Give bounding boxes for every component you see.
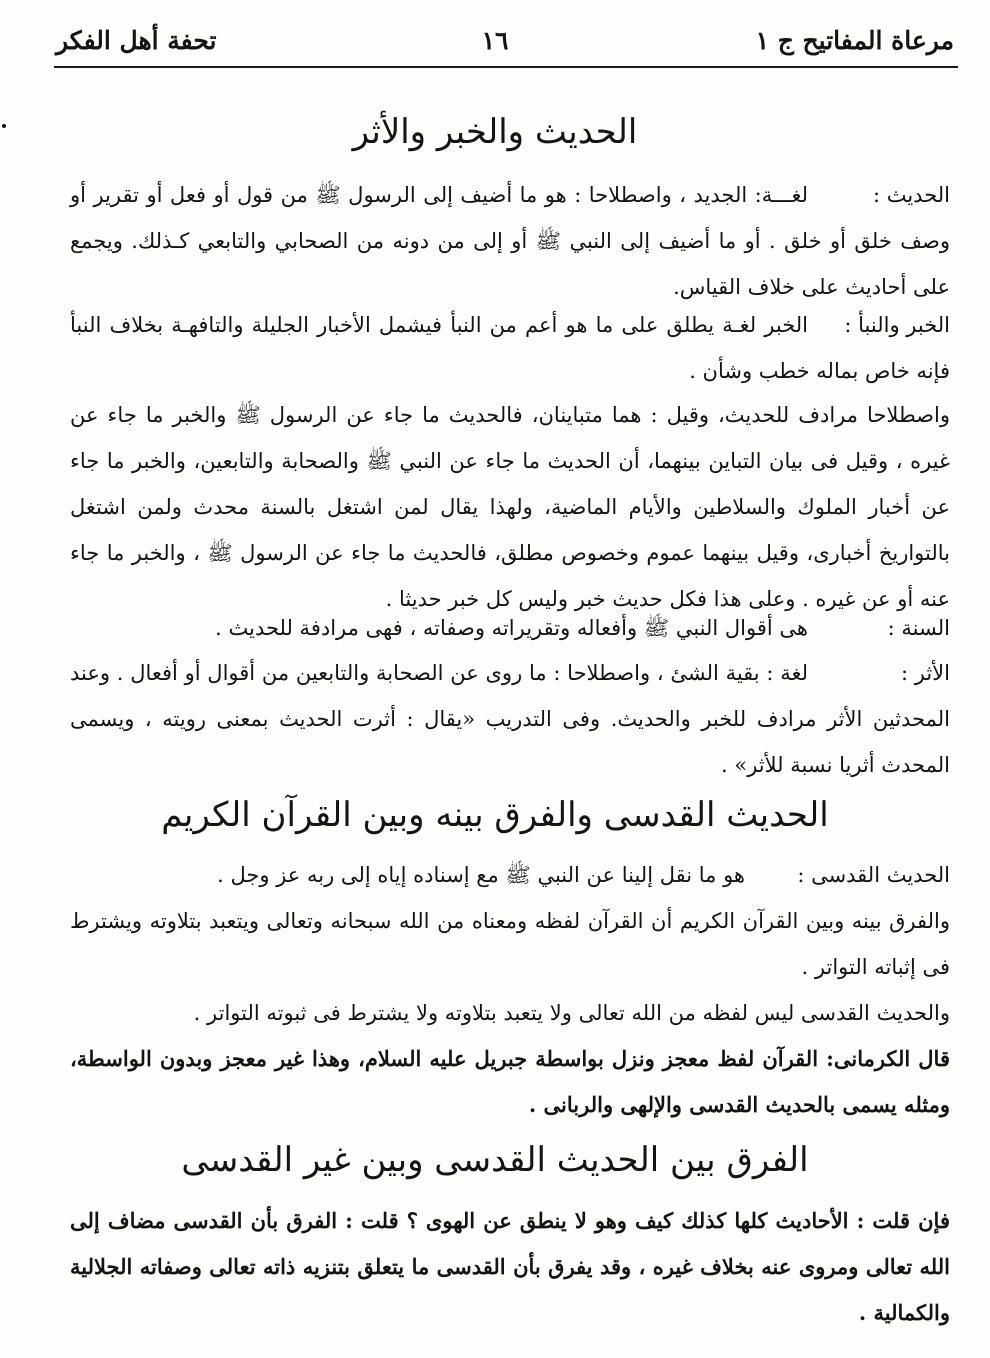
paragraph-text: قال الكرمانى: القرآن لفظ معجز ونزل بواسطة جبريل عليه السلام، وهذا غير معجز وبدون الواسطة، ومثله يسمى بالحديث القدسى والإلهى والربانى . — [70, 1046, 950, 1117]
paragraph-kirmani-quote — [70, 1036, 950, 1130]
section-heading-hadith-khabar-athar: الحديث والخبر والأثر — [352, 112, 638, 152]
paragraph-qudsi-vs-quran — [70, 898, 950, 992]
paragraph-text: والفرق بينه وبين القرآن الكريم أن القرآن لفظه ومعناه من الله سبحانه وتعالى ويتعبد بتلاوته ويشترط فى إثباته التواتر . — [70, 909, 950, 979]
entry-definition: لغـــة: الجديد ، واصطلاحا : هو ما أضيف إلى الرسول ﷺ من قول أو فعل أو تقرير أو وصف خلق أو خلق . أو ما أضيف إلى النبي ﷺ أو إلى من دونه من الصحابي والتابعي كـذلك. ويجمع على أحاديث على خلاف القياس. — [70, 183, 950, 299]
entry-term: الحديث القدسى : — [797, 863, 950, 887]
paragraph-khabar-istilah — [70, 392, 950, 612]
page-number: ١٦ — [481, 26, 509, 55]
running-title: مرعاة المفاتيح ج ١ — [755, 26, 954, 55]
entry-hadith-qudsi — [70, 852, 950, 900]
entry-khabar-naba — [70, 302, 950, 394]
paragraph-text: والحديث القدسى ليس لفظه من الله تعالى ولا يتعبد بتلاوته ولا يشترط فى ثبوته التواتر . — [193, 1001, 950, 1025]
entry-term: السنة : — [887, 616, 950, 640]
paragraph-qudsi-difference — [70, 1198, 950, 1338]
section-heading-qudsi-vs-non-qudsi: الفرق بين الحديث القدسى وبين غير القدسى — [181, 1140, 809, 1180]
section-heading-hadith-qudsi: الحديث القدسى والفرق بينه وبين القرآن الكريم — [161, 795, 829, 835]
entry-definition: لغة : بقية الشئ ، واصطلاحا : ما روى عن الصحابة والتابعين من أقوال أو أفعال . وعند المحدثين الأثر مرادف للخبر والحديث. وفى التدريب «يقال : أثرت الحديث بمعنى رويته ، ويسمى المحدث أثريا نسبة للأثر» . — [70, 661, 950, 777]
header-rule — [54, 66, 958, 68]
paragraph-text: واصطلاحا مرادف للحديث، وقيل : هما متباينان، فالحديث ما جاء عن الرسول ﷺ والخبر ما جاء عن غيره ، وقيل فى بيان التباين بينهما، أن الحديث ما جاء عن النبي ﷺ والصحابة والتابعين، والخبر ما جاء عن أخبار الملوك والسلاطين والأيام الماضية، ولهذا يقال لمن اشتغل بالسنة محدث ولمن اشتغل بالتواريخ أخبارى، وقيل بينهما عموم وخصوص مطلق، فالحديث ما جاء عن الرسول ﷺ ، والخبر ما جاء عنه أو عن غيره . وعلى هذا فكل حديث خبر وليس كل خبر حديثا . — [70, 403, 950, 611]
entry-term: الأثر : — [901, 661, 950, 685]
entry-definition: الخبر لغـة يطلق على ما هو أعم من النبأ فيشمل الأخبار الجليلة والتافهـة بخلاف النبأ فإنه خاص بماله خطب وشأن . — [70, 313, 950, 383]
paragraph-qudsi-not-recited — [70, 990, 950, 1038]
book-title: تحفة أهل الفكر — [56, 26, 217, 55]
entry-term: الخبر والنبأ : — [844, 313, 950, 337]
entry-hadith — [70, 172, 950, 312]
paragraph-text: فإن قلت : الأحاديث كلها كذلك كيف وهو لا ينطق عن الهوى ؟ قلت : الفرق بأن القدسى مضاف إلى الله تعالى ومروى عنه بخلاف غيره ، وقد يفرق بأن القدسى ما يتعلق بتنزيه ذاته تعالى وصفاته الجلالية والكمالية . — [70, 1208, 950, 1325]
entry-definition: هى أقوال النبي ﷺ وأفعاله وتقريراته وصفاته ، فهى مرادفة للحديث . — [215, 616, 808, 640]
entry-athar — [70, 650, 950, 788]
entry-definition: هو ما نقل إلينا عن النبي ﷺ مع إسناده إياه إلى ربه عز وجل . — [217, 863, 745, 887]
entry-sunnah — [70, 605, 950, 653]
entry-term: الحديث : — [872, 183, 950, 207]
